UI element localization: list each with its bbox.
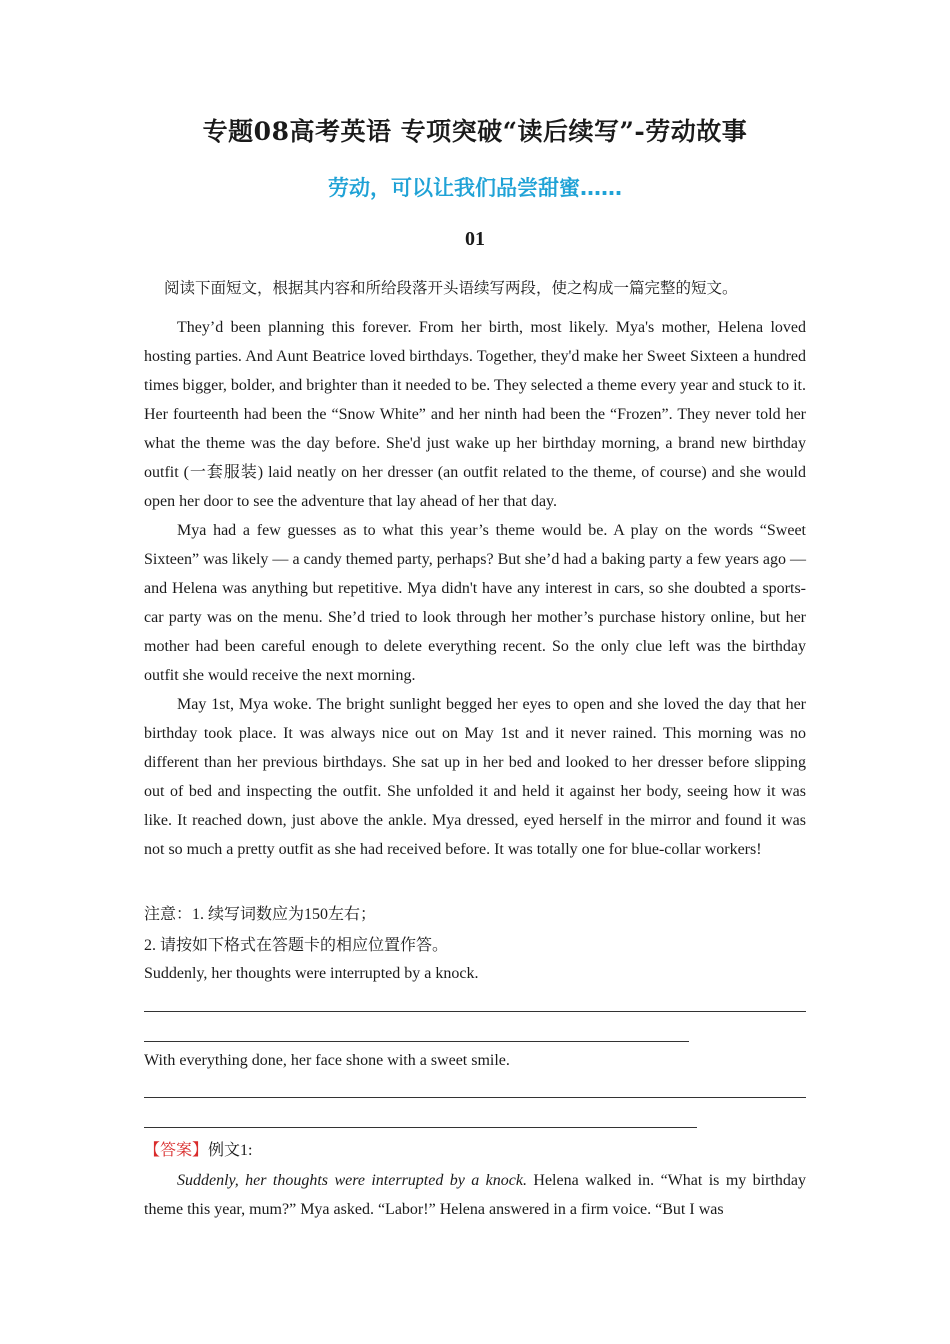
answer-opening-sentence: Suddenly, her thoughts were interrupted by a knock.	[177, 1172, 527, 1189]
writing-line	[144, 1011, 806, 1012]
answer-text: Helena walked in. “What is my birthday theme this year, mum?” Mya asked. “Labor!” Helena answered in a firm voice. “But I was	[144, 1172, 806, 1218]
task-instruction: 阅读下面短文，根据其内容和所给段落开头语续写两段，使之构成一篇完整的短文。	[164, 279, 738, 297]
writing-line	[144, 1097, 806, 1098]
document-subtitle: 劳动，可以让我们品尝甜蜜……	[328, 176, 622, 200]
reading-passage	[144, 313, 806, 864]
note-2: 2. 请按如下格式在答题卡的相应位置作答。	[144, 937, 449, 954]
prompt-1: Suddenly, her thoughts were interrupted by a knock.	[144, 965, 479, 982]
note-1: 注意：1. 续写词数应为150左右；	[144, 906, 377, 923]
example-label: 例文1:	[208, 1142, 253, 1159]
section-number: 01	[465, 228, 485, 250]
document-title: 专题08高考英语 专项突破“读后续写”-劳动故事	[202, 117, 748, 146]
answer-heading	[144, 1137, 252, 1160]
passage-paragraph-1: They’d been planning this forever. From her birth, most likely. Mya's mother, Helena loved hosting parties. And Aunt Beatrice loved birthdays. Together, they'd make her Sweet Sixteen a hundred times bigger, bolder, and brighter than it needed to be. They selected a theme every year and stuck to it. Her fourteenth had been the “Snow White” and her ninth had been the “Frozen”. They never told her what the theme was the day before. She'd just wake up her birthday morning, a brand new birthday outfit (一套服装) laid neatly on her dresser (an outfit related to the theme, of course) and she would open her door to see the adventure that lay ahead of her that day.	[144, 319, 806, 510]
prompt-2: With everything done, her face shone with a sweet smile.	[144, 1052, 510, 1069]
answer-paragraph	[144, 1166, 806, 1224]
answer-label: 【答案】	[144, 1140, 209, 1159]
passage-paragraph-2: Mya had a few guesses as to what this year’s theme would be. A play on the words “Sweet Sixteen” was likely — a candy themed party, perhaps? But she’d had a baking party a few years ago — and Helena was anything but repetitive. Mya didn't have any interest in cars, so she doubted a sports-car party was on the menu. She’d tried to look through her mother’s purchase history online, but her mother had been careful enough to delete everything recent. So the only clue left was the birthday outfit she would receive the next morning.	[144, 522, 806, 684]
writing-line	[144, 1041, 689, 1042]
passage-paragraph-3: May 1st, Mya woke. The bright sunlight begged her eyes to open and she loved the day that her birthday took place. It was always nice out on May 1st and it never rained. This morning was no different than her previous birthdays. She sat up in her bed and looked to her dresser before slipping out of bed and inspecting the outfit. She unfolded it and held it against her body, seeing how it was like. It reached down, just above the ankle. Mya dressed, eyed herself in the mirror and found it was not so much a pretty outfit as she had received before. It was totally one for blue-collar workers!	[144, 696, 806, 858]
writing-line	[144, 1127, 697, 1128]
